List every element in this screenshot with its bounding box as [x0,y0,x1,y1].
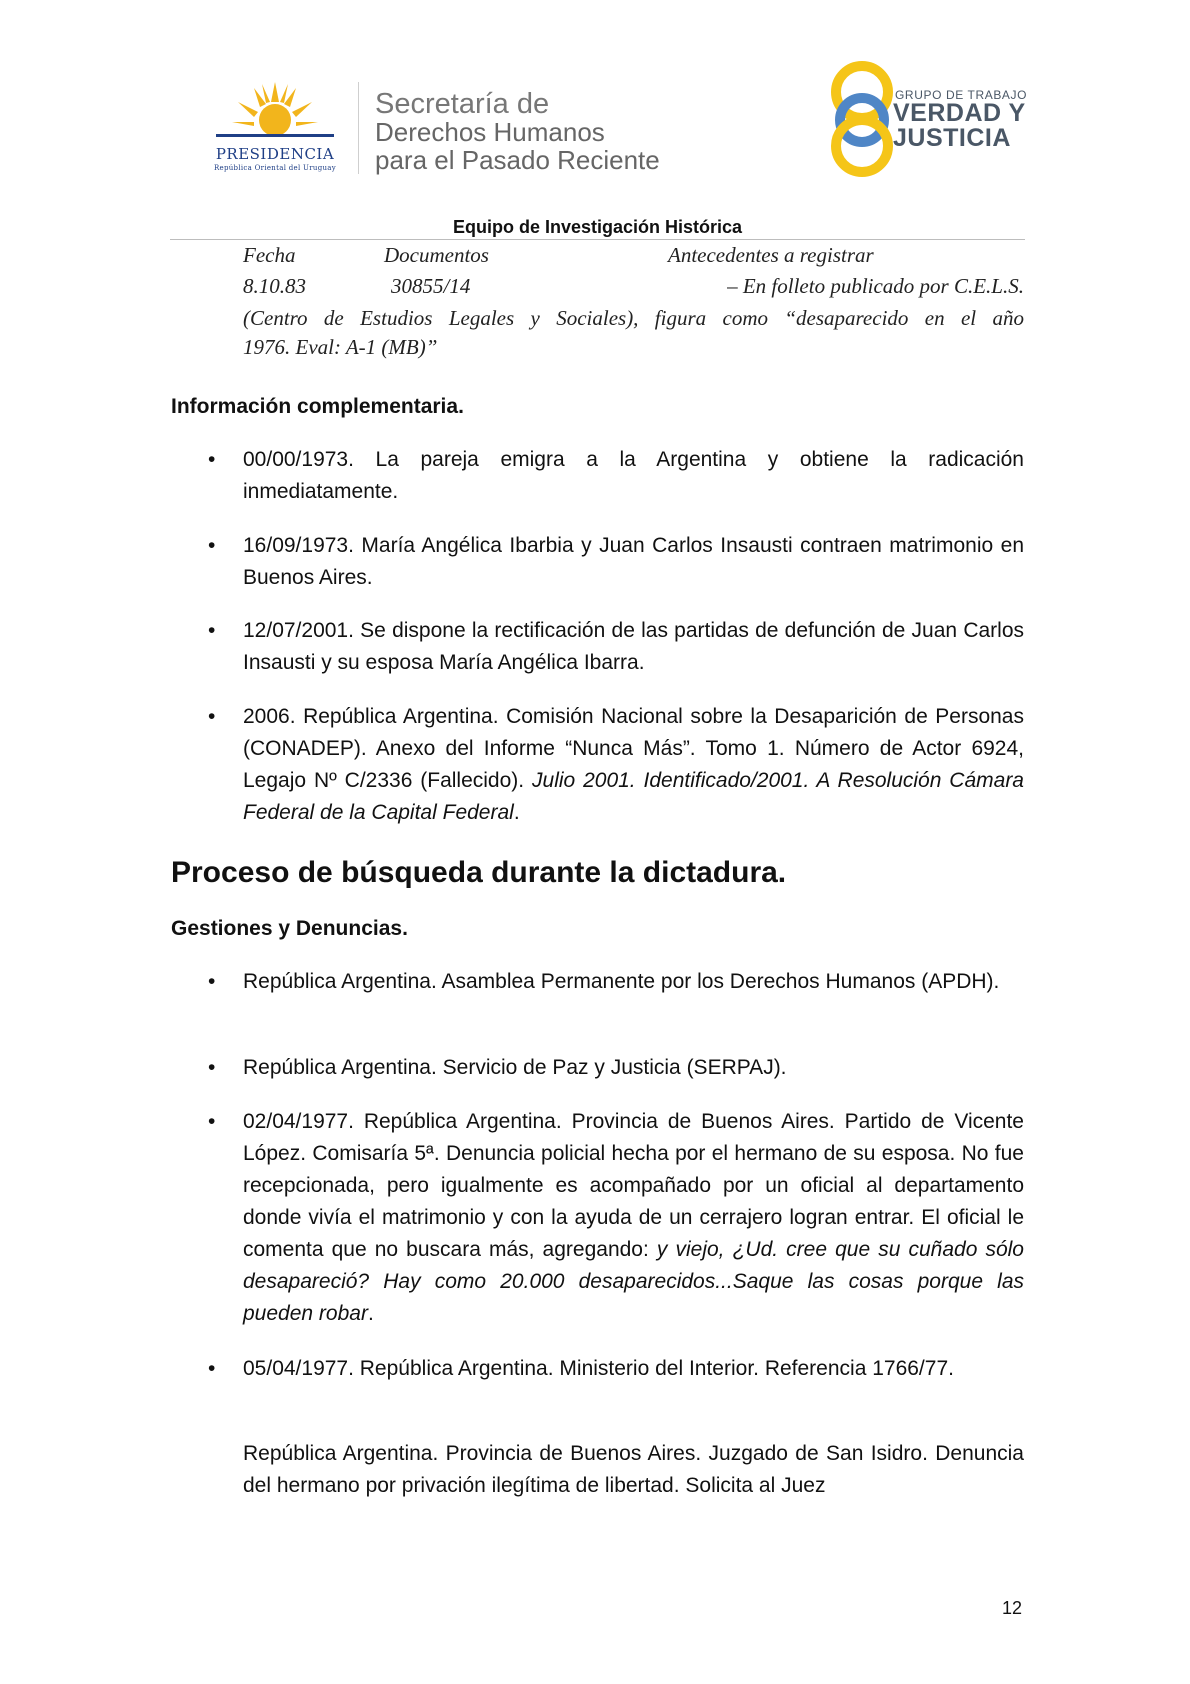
page-number: 12 [1002,1598,1023,1618]
list-item: • 2006. República Argentina. Comisión Nacional sobre la Desaparición de Personas (CONADEP). Anexo del Informe “Nunca Más”. Tomo 1. Número de Actor 6924, Legajo Nº C/2336 (Fallecido). Julio 2001. Identificado/2001. A Resolución Cámara Federal de la Capital Federal. [208,705,1024,824]
col-fecha-header: Fecha [243,243,296,267]
grupo-de-trabajo-label: GRUPO DE TRABAJO [895,88,1028,102]
secretaria-title [375,90,660,174]
list-item: • 00/00/1973. La pareja emigra a la Argentina y obtiene la radicación inmediatamente. [208,448,1024,503]
presidencia-subtitle: República Oriental del Uruguay [213,164,337,172]
info-heading: Información complementaria. [171,395,464,418]
process-paragraph: República Argentina. Provincia de Buenos Aires. Juzgado de San Isidro. Denuncia del hermano por privación ilegítima de libertad. Solicita al Juez [243,1442,1024,1497]
list-item: • República Argentina. Asamblea Permanente por los Derechos Humanos (APDH). [208,970,1000,993]
secretaria-line-3: para el Pasado Reciente [375,145,660,175]
list-item: • 05/04/1977. República Argentina. Ministerio del Interior. Referencia 1766/77. [208,1357,954,1380]
section-title: Proceso de búsqueda durante la dictadura. [171,856,787,889]
secretaria-line-2: Derechos Humanos [375,117,605,147]
col-antecedentes-header: Antecedentes a registrar [668,243,874,267]
col-documentos-header: Documentos [384,243,489,267]
list-item: • 16/09/1973. María Angélica Ibarbia y Juan Carlos Insausti contraen matrimonio en Buenos Aires. [208,534,1024,589]
list-item: • República Argentina. Servicio de Paz y Justicia (SERPAJ). [208,1056,787,1079]
header-divider [358,82,359,174]
list-item: • 02/04/1977. República Argentina. Provincia de Buenos Aires. Partido de Vicente López. Comisaría 5ª. Denuncia policial hecha por el hermano de su esposa. No fue recepcionada, pero igualmente es acompañado por un oficial al departamento donde vivía el matrimonio y con la ayuda de un cerrajero logran entrar. El oficial le comenta que no buscara más, agregando: y viejo, ¿Ud. cree que su cuñado sólo desapareció? Hay como 20.000 desaparecidos...Saque las cosas porque las pueden robar. [208,1110,1024,1325]
presidencia-label: PRESIDENCIA [215,145,335,163]
record-documento: 30855/14 [391,274,471,298]
vj-line-1: VERDAD Y [893,99,1026,127]
record-antecedente-start: – En folleto publicado por C.E.L.S. [727,274,1024,298]
vj-line-2: JUSTICIA [893,124,1011,152]
verdad-y-justicia-label [893,101,1026,151]
record-fecha: 8.10.83 [243,274,306,298]
gestiones-heading: Gestiones y Denuncias. [171,917,408,940]
record-antecedente-cont-2: 1976. Eval: A-1 (MB)” [243,335,438,359]
header-rule [170,239,1025,240]
record-antecedente-cont-1: (Centro de Estudios Legales y Sociales), figura como “desaparecido en el año [243,306,1024,330]
list-item: • 12/07/2001. Se dispone la rectificación de las partidas de defunción de Juan Carlos Insausti y su esposa María Angélica Ibarra. [208,619,1024,674]
verdad-justicia-rings-logo [822,58,902,178]
team-heading: Equipo de Investigación Histórica [452,217,743,237]
secretaria-line-1: Secretaría de [375,88,550,120]
